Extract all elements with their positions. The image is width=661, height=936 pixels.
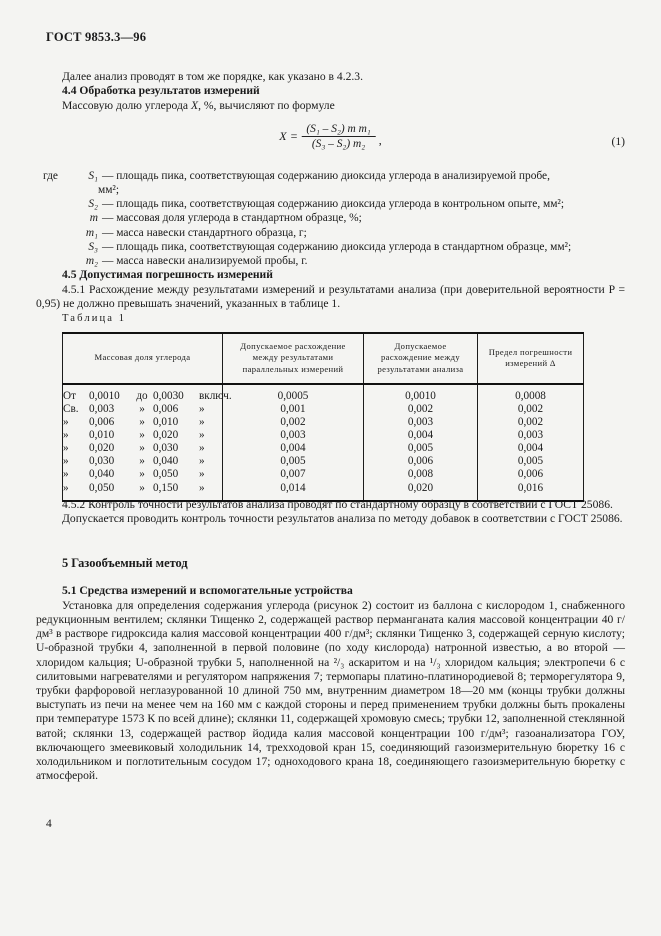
cell-range — [63, 442, 223, 455]
formula-lhs: X — [279, 128, 287, 143]
mass-fraction-suffix: , %, вычисляют по формуле — [198, 98, 335, 112]
range-mid: » — [139, 416, 145, 429]
range-mid: » — [139, 468, 145, 481]
where-item — [36, 240, 625, 254]
range-low: 0,020 — [89, 442, 115, 455]
where-item — [36, 254, 625, 268]
table-body — [63, 384, 584, 501]
table-row — [63, 416, 584, 429]
formula-number: (1) — [611, 134, 625, 148]
heading-4-4: 4.4 Обработка результатов измерений — [62, 84, 260, 98]
range-suffix: » — [199, 468, 205, 481]
range-mid: » — [139, 402, 145, 415]
range-prefix: » — [63, 442, 69, 455]
formula-where-list — [36, 169, 625, 268]
where-symbol: m₁ — [85, 226, 98, 239]
cell-parallel: 0,002 — [223, 416, 364, 429]
cell-limit: 0,002 — [478, 403, 584, 416]
range-low: 0,030 — [89, 455, 115, 468]
where-definition-continuation: мм²; — [98, 184, 119, 197]
range-prefix: » — [63, 429, 69, 442]
where-symbol: m₂ — [85, 255, 98, 268]
where-item — [36, 197, 625, 211]
cell-range — [63, 416, 223, 429]
cell-analysis: 0,004 — [364, 429, 478, 442]
where-symbol: S₃ — [88, 240, 98, 253]
formula-comma: , — [378, 132, 382, 147]
cell-limit: 0,016 — [478, 482, 584, 501]
range-suffix: включ. — [199, 389, 232, 402]
range-suffix: » — [199, 402, 205, 415]
cell-analysis: 0,005 — [364, 442, 478, 455]
where-definition: — масса навески анализируемой пробы, г. — [102, 255, 308, 268]
formula-fraction — [301, 123, 375, 150]
cell-limit: 0,0008 — [478, 384, 584, 403]
table-header-parallel-divergence: Допускаемое расхождение между результатами параллельных измерений — [223, 333, 364, 384]
range-low: 0,050 — [89, 481, 115, 494]
cell-analysis: 0,006 — [364, 455, 478, 468]
range-prefix: » — [63, 481, 69, 494]
paragraph-4-5-3: Допускается проводить контроль точности результатов анализа по методу добавок в соответствии с ГОСТ 25086. — [62, 512, 623, 526]
cell-analysis: 0,008 — [364, 468, 478, 481]
table-row — [63, 442, 584, 455]
running-head-standard-number: ГОСТ 9853.3—96 — [46, 30, 147, 44]
heading-5-1: 5.1 Средства измерений и вспомогательные устройства — [62, 584, 353, 598]
where-definition: — площадь пика, соответствующая содержанию диоксида углерода в анализируемой пробе, — [102, 169, 550, 182]
page-folio: 4 — [46, 818, 52, 830]
where-symbol: S₂ — [88, 198, 98, 211]
table-row — [63, 403, 584, 416]
range-prefix: От — [63, 389, 76, 402]
range-suffix: » — [199, 455, 205, 468]
range-prefix: » — [63, 416, 69, 429]
cell-range — [63, 429, 223, 442]
cell-analysis: 0,020 — [364, 482, 478, 501]
paragraph-apparatus-description: Установка для определения содержания углерода (рисунок 2) состоит из баллона с кислородом 1, снабженного редукционным вентилем; склянки Тищенко 2, содержащей раствор перманганата калия массовой концентрации 40 г/дм³ в растворе гидроксида калия массовой концентрации 400 г/дм³; склянки Тищенко 3, содержащей серную кислоту; U-образной трубки 4, заполненной в первой половине (по ходу кислорода) натронной известью, а во второй — хлоридом кальция; U-образной трубки 5, наполненной на ²/₃ аскаритом и на ¹/₃ хлоридом кальция; электропечи 6 с силитовыми нагревателями и регулятором напряжения 7; термопары платино-платинородиевой 8; терморегулятора 9, трубки фарфоровой неглазурованной 10 длиной 750 мм, внутренним диаметром 18—20 мм (концы трубки должны выступать из печи на менее чем на 160 мм с каждой стороны и перед применением трубки должны быть прокалены при температуре 1573 К по всей длине); склянки 11, содержащей хромовую смесь; трубки 12, заполненной стеклянной ватой; склянки 13, содержащей раствор йодида калия массовой концентрации 100 г/дм³; газоанализатора ГОУ, включающего змеевиковый холодильник 14, трехходовой кран 15, соединяющий газоизмерительную бюретку 16 с холодильником и поглотительным сосудом 17; одноходового крана 18, соединяющего газоизмерительную бюретку с атмосферой. — [36, 598, 625, 783]
paragraph-4-5-2: 4.5.2 Контроль точности результатов анализа проводят по стандартному образцу в соответствии с ГОСТ 25086. — [62, 498, 613, 511]
cell-parallel: 0,005 — [223, 455, 364, 468]
where-item — [36, 169, 625, 183]
cell-analysis: 0,002 — [364, 403, 478, 416]
cell-parallel: 0,007 — [223, 468, 364, 481]
range-prefix: » — [63, 468, 69, 481]
formula-numerator: (S₁ – S₂) m m₁ — [301, 123, 375, 137]
tolerance-table — [62, 332, 584, 502]
cell-parallel: 0,004 — [223, 442, 364, 455]
heading-4-5: 4.5 Допустимая погрешность измерений — [62, 268, 273, 282]
cell-range — [63, 455, 223, 468]
formula-equals: = — [290, 128, 298, 143]
range-prefix: Св. — [63, 402, 79, 415]
table-header-mass-fraction: Массовая доля углерода — [63, 333, 223, 384]
where-lead: где — [43, 169, 58, 182]
range-low: 0,010 — [89, 429, 115, 442]
mass-fraction-prefix: Массовую долю углерода — [62, 98, 191, 112]
where-definition: — массовая доля углерода в стандартном образце, %; — [102, 212, 362, 225]
where-definition: — площадь пика, соответствующая содержанию диоксида углерода в стандартном образце, мм²; — [102, 240, 572, 253]
cell-analysis: 0,0010 — [364, 384, 478, 403]
range-low: 0,0010 — [89, 389, 120, 402]
range-mid: » — [139, 429, 145, 442]
formula-denominator: (S₃ – S₂) m₂ — [311, 137, 366, 150]
table-header-row — [63, 333, 584, 384]
range-high: 0,006 — [153, 402, 179, 415]
cell-limit: 0,003 — [478, 429, 584, 442]
range-low: 0,003 — [89, 402, 115, 415]
cell-range — [63, 468, 223, 481]
formula-block — [36, 119, 625, 163]
cell-limit: 0,004 — [478, 442, 584, 455]
table-row — [63, 384, 584, 403]
range-high: 0,040 — [153, 455, 179, 468]
range-mid: до — [136, 389, 148, 402]
cell-range — [63, 403, 223, 416]
cell-parallel: 0,001 — [223, 403, 364, 416]
where-definition: — масса навески стандартного образца, г; — [102, 226, 307, 239]
range-low: 0,040 — [89, 468, 115, 481]
cell-parallel: 0,014 — [223, 482, 364, 501]
table-header-analysis-divergence: Допускаемое расхождение между результатами анализа — [364, 333, 478, 384]
mass-fraction-symbol: X — [190, 98, 199, 112]
lower-content-block — [36, 498, 625, 783]
cell-range — [63, 384, 232, 403]
range-low: 0,006 — [89, 416, 115, 429]
range-high: 0,010 — [153, 416, 179, 429]
where-symbol: S₁ — [88, 169, 98, 182]
table-header-error-limit: Предел погрешности измерений Δ — [478, 333, 584, 384]
range-mid: » — [139, 442, 145, 455]
upper-content-block — [36, 70, 625, 311]
paragraph-mass-fraction-intro — [36, 99, 625, 113]
cell-limit: 0,006 — [478, 468, 584, 481]
range-high: 0,050 — [153, 468, 179, 481]
range-suffix: » — [199, 481, 205, 494]
paragraph-further-analysis: Далее анализ проводят в том же порядке, как указано в 4.2.3. — [62, 70, 363, 83]
cell-limit: 0,002 — [478, 416, 584, 429]
range-high: 0,030 — [153, 442, 179, 455]
range-mid: » — [139, 481, 145, 494]
range-high: 0,150 — [153, 481, 179, 494]
paragraph-4-5-1: 4.5.1 Расхождение между результатами измерений и результатами анализа (при доверительной вероятности P = 0,95) не должно превышать значений, указанных в таблице 1. — [36, 282, 625, 310]
cell-parallel: 0,003 — [223, 429, 364, 442]
table-row — [63, 468, 584, 481]
formula-expression — [279, 123, 382, 150]
where-item — [36, 211, 625, 225]
range-suffix: » — [199, 429, 205, 442]
cell-limit: 0,005 — [478, 455, 584, 468]
table-row — [63, 429, 584, 442]
range-high: 0,020 — [153, 429, 179, 442]
range-mid: » — [139, 455, 145, 468]
table-caption: Таблица 1 — [62, 313, 127, 324]
table-row — [63, 455, 584, 468]
heading-5: 5 Газообъемный метод — [62, 556, 188, 571]
cell-parallel: 0,0005 — [223, 384, 364, 403]
range-suffix: » — [199, 416, 205, 429]
where-symbol: m — [89, 212, 98, 225]
range-suffix: » — [199, 442, 205, 455]
range-prefix: » — [63, 455, 69, 468]
where-item — [36, 226, 625, 240]
cell-analysis: 0,003 — [364, 416, 478, 429]
range-high: 0,0030 — [153, 389, 184, 402]
where-definition: — площадь пика, соответствующая содержанию диоксида углерода в контрольном опыте, мм²; — [102, 198, 565, 211]
